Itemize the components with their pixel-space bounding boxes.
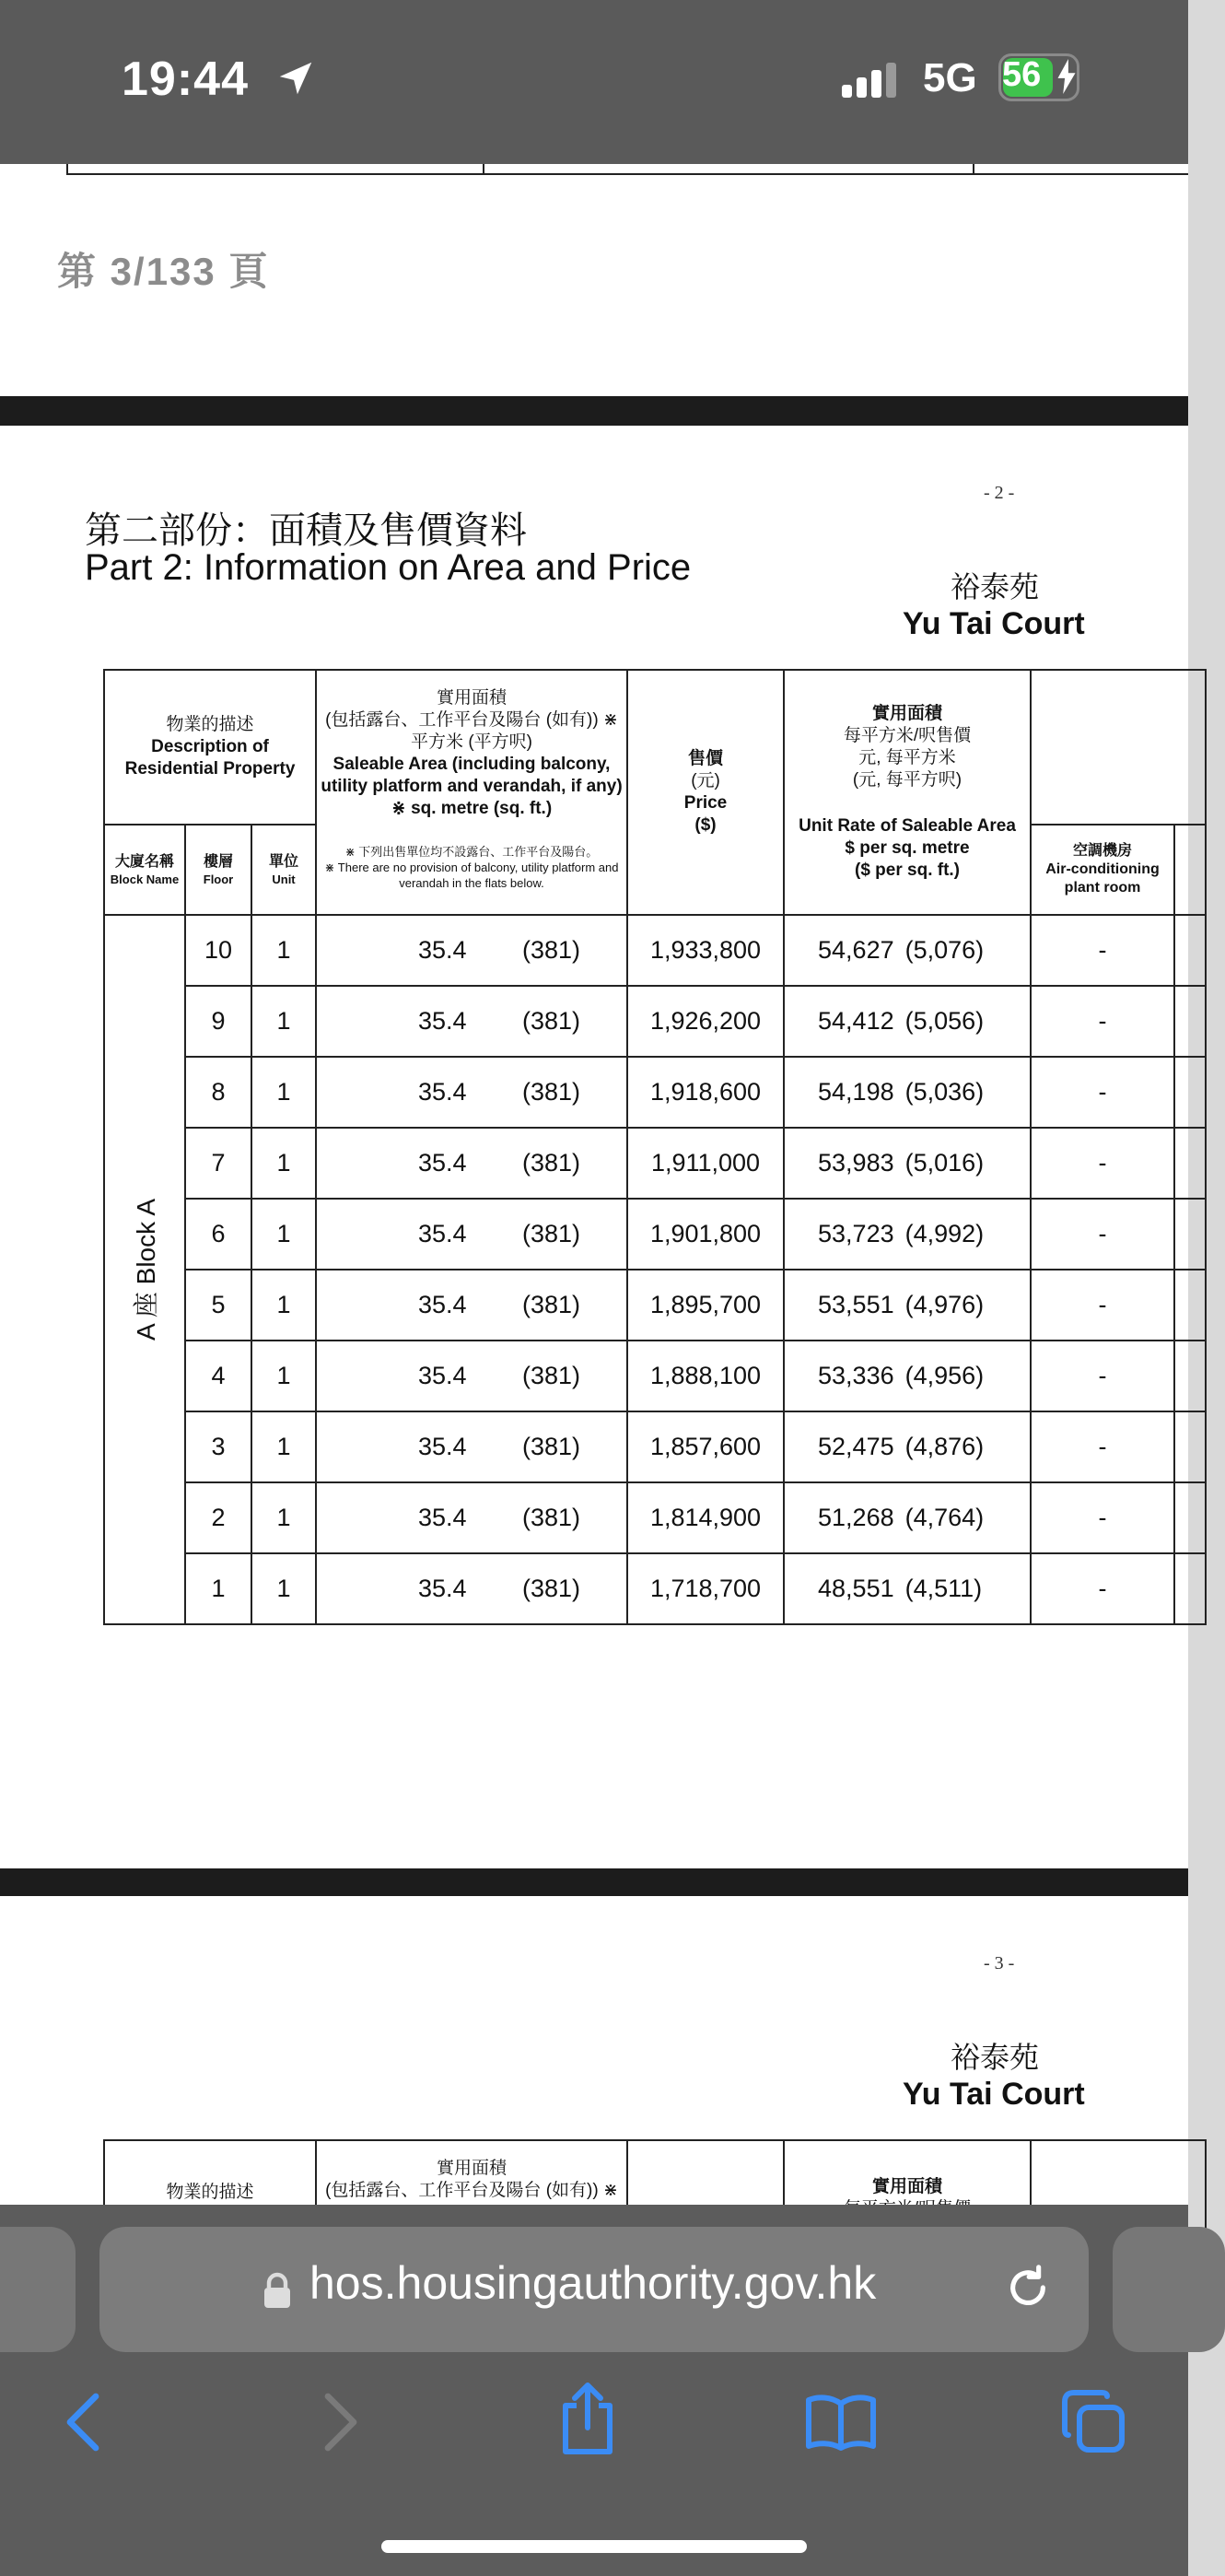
- cut-off-cell: [1174, 1341, 1206, 1411]
- rate-per-sqm: 54,627: [818, 936, 894, 964]
- table-row: [104, 1553, 1206, 1624]
- saleable-area-cell: [316, 1341, 627, 1411]
- header-area-zh2: (包括露台、工作平台及陽台 (如有)) ⋇: [325, 710, 618, 730]
- cut-off-cell: [1174, 1411, 1206, 1482]
- forward-icon[interactable]: [313, 2389, 365, 2455]
- saleable-area-cell: [316, 1411, 627, 1482]
- rate-per-sqm: 53,551: [818, 1291, 894, 1318]
- header-floor-zh: 樓層: [203, 853, 233, 870]
- header-unit-zh: 單位: [269, 853, 299, 870]
- area-sqft: (381): [521, 1575, 581, 1602]
- header-price-zh: 售價: [688, 749, 724, 768]
- ac-plant-room-cell: -: [1031, 1199, 1174, 1270]
- unit-cell: 1: [251, 1553, 316, 1624]
- area-sqm: 35.4: [418, 1078, 467, 1106]
- price-cell: 1,933,800: [627, 915, 784, 986]
- table-row: [104, 986, 1206, 1057]
- area-sqft: (381): [521, 1433, 581, 1460]
- header-area-note-zh: ⋇ 下列出售單位均不設露台、工作平台及陽台。: [344, 845, 599, 859]
- area-sqft: (381): [521, 1504, 581, 1531]
- area-sqft: (381): [521, 936, 581, 964]
- area-sqm: 35.4: [418, 1007, 467, 1035]
- cut-off-cell: [1174, 1270, 1206, 1341]
- pdf-page-3: [0, 1896, 1188, 2205]
- header-price-unit-en: ($): [694, 815, 717, 835]
- rate-per-sqft: (5,056): [904, 1007, 985, 1035]
- header-description: [104, 670, 316, 825]
- area-sqm: 35.4: [418, 1433, 467, 1460]
- block-label: A 座 Block A: [132, 1198, 160, 1341]
- price-cell: 1,895,700: [627, 1270, 784, 1341]
- home-indicator[interactable]: [381, 2540, 807, 2553]
- unit-rate-cell: [784, 986, 1031, 1057]
- cut-off-cell: [1174, 986, 1206, 1057]
- rate-per-sqft: (4,764): [904, 1504, 985, 1531]
- area-sqft: (381): [521, 1149, 581, 1177]
- battery-percent: 56: [1002, 55, 1042, 94]
- rate-per-sqm: 54,198: [818, 1078, 894, 1106]
- table-row: [104, 915, 1206, 986]
- ac-plant-room-cell: -: [1031, 1057, 1174, 1128]
- header-saleable-area: [316, 670, 627, 915]
- header-area-zh1: 實用面積: [436, 2159, 507, 2178]
- header-area-zh2: (包括露台、工作平台及陽台 (如有)) ⋇: [325, 2181, 618, 2200]
- ac-plant-room-cell: -: [1031, 1553, 1174, 1624]
- charging-bolt-icon: [1057, 59, 1076, 94]
- price-cell: 1,918,600: [627, 1057, 784, 1128]
- header-ac-plant-room: [1031, 825, 1174, 915]
- unit-rate-cell: [784, 1482, 1031, 1553]
- header-desc-zh: 物業的描述: [166, 2183, 254, 2202]
- floor-cell: 3: [185, 1411, 251, 1482]
- price-cell: 1,718,700: [627, 1553, 784, 1624]
- header-area-zh1: 實用面積: [437, 688, 508, 708]
- unit-cell: 1: [251, 1411, 316, 1482]
- unit-rate-cell: [784, 1199, 1031, 1270]
- table-row: [104, 1057, 1206, 1128]
- header-price-en: Price: [683, 793, 728, 813]
- bookmarks-icon[interactable]: [805, 2393, 877, 2452]
- table-row: [104, 1482, 1206, 1553]
- table-row: [104, 1270, 1206, 1341]
- rate-per-sqft: (4,976): [904, 1291, 985, 1318]
- header-rate-zh1: 實用面積: [872, 704, 943, 723]
- unit-rate-cell: [784, 1270, 1031, 1341]
- header-cut-off: [1174, 825, 1206, 915]
- lock-icon: [262, 2273, 293, 2310]
- url-text[interactable]: hos.housingauthority.gov.hk: [309, 2257, 877, 2309]
- area-sqft: (381): [521, 1007, 581, 1035]
- header-floor-en: Floor: [203, 872, 234, 886]
- saleable-area-cell: [316, 986, 627, 1057]
- ac-plant-room-cell: -: [1031, 1270, 1174, 1341]
- rate-per-sqm: 51,268: [818, 1504, 894, 1531]
- rate-per-sqft: (4,511): [904, 1575, 983, 1602]
- price-cell: 1,888,100: [627, 1341, 784, 1411]
- estate-name-en: Yu Tai Court: [903, 606, 1085, 641]
- saleable-area-cell: [316, 1057, 627, 1128]
- header-block-name: [104, 825, 185, 915]
- header-price: [627, 670, 784, 915]
- table-row: [104, 1411, 1206, 1482]
- rate-per-sqft: (5,036): [904, 1078, 985, 1106]
- area-sqft: (381): [521, 1291, 581, 1318]
- unit-rate-cell: [784, 1411, 1031, 1482]
- area-sqft: (381): [521, 1220, 581, 1247]
- status-bar: [0, 0, 1188, 164]
- ac-plant-room-cell: -: [1031, 915, 1174, 986]
- floor-cell: 6: [185, 1199, 251, 1270]
- saleable-area-cell: [316, 1553, 627, 1624]
- floor-cell: 9: [185, 986, 251, 1057]
- page-separator: [0, 396, 1188, 426]
- saleable-area-cell: [316, 1482, 627, 1553]
- rate-per-sqft: (4,992): [904, 1220, 985, 1247]
- cut-off-cell: [1174, 1199, 1206, 1270]
- previous-tab-preview[interactable]: [0, 2227, 76, 2352]
- header-ac-en: Air-conditioning plant room: [1045, 861, 1160, 896]
- unit-rate-cell: [784, 915, 1031, 986]
- cut-off-cell: [1174, 1482, 1206, 1553]
- page-indicator: 第 3/133 頁: [57, 250, 270, 293]
- header-ac-zh: 空調機房: [1073, 843, 1133, 859]
- rate-per-sqft: (5,016): [904, 1149, 985, 1177]
- header-rate-zh4: (元, 每平方呎): [852, 770, 962, 790]
- table-row: [104, 1128, 1206, 1199]
- rate-per-sqm: 54,412: [818, 1007, 894, 1035]
- table-row: [104, 1341, 1206, 1411]
- ac-plant-room-cell: -: [1031, 986, 1174, 1057]
- table-row: [104, 1199, 1206, 1270]
- unit-cell: 1: [251, 915, 316, 986]
- unit-cell: 1: [251, 1199, 316, 1270]
- header-rate-zh2: 每平方米/呎售價: [843, 726, 972, 745]
- tabs-icon[interactable]: [1059, 2387, 1127, 2455]
- floor-cell: 1: [185, 1553, 251, 1624]
- unit-cell: 1: [251, 1128, 316, 1199]
- floor-cell: 7: [185, 1128, 251, 1199]
- saleable-area-cell: [316, 915, 627, 986]
- ac-plant-room-cell: -: [1031, 1341, 1174, 1411]
- area-sqm: 35.4: [418, 1149, 467, 1177]
- header-unit-en: Unit: [272, 872, 296, 886]
- header-rate-en2: $ per sq. metre: [845, 838, 970, 858]
- reload-icon[interactable]: [1002, 2262, 1054, 2313]
- section-title-zh: 第二部份：面積及售價資料: [85, 510, 527, 551]
- price-cell: 1,911,000: [627, 1128, 784, 1199]
- cut-off-cell: [1174, 1057, 1206, 1128]
- header-unit: [251, 825, 316, 915]
- cellular-signal-icon: [840, 61, 901, 100]
- rate-per-sqft: (5,076): [904, 936, 985, 964]
- unit-rate-cell: [784, 1341, 1031, 1411]
- block-cell: [104, 915, 185, 1624]
- unit-cell: 1: [251, 1482, 316, 1553]
- unit-cell: 1: [251, 1341, 316, 1411]
- header-rate-zh3: 元, 每平方米: [858, 748, 956, 767]
- estate-name-zh: 裕泰苑: [951, 2041, 1040, 2074]
- unit-cell: 1: [251, 1057, 316, 1128]
- saleable-area-cell: [316, 1128, 627, 1199]
- area-sqm: 35.4: [418, 936, 467, 964]
- rate-per-sqft: (4,876): [904, 1433, 985, 1460]
- browser-bottom-bar: [0, 2205, 1188, 2576]
- area-sqm: 35.4: [418, 1362, 467, 1389]
- header-floor: [185, 825, 251, 915]
- rate-per-sqm: 48,551: [818, 1575, 894, 1602]
- header-rate-en3: ($ per sq. ft.): [855, 861, 961, 880]
- page-separator: [0, 1868, 1188, 1896]
- rate-per-sqm: 53,336: [818, 1362, 894, 1389]
- area-sqft: (381): [521, 1078, 581, 1106]
- price-cell: 1,901,800: [627, 1199, 784, 1270]
- location-arrow-icon: [274, 57, 317, 100]
- header-block-en: Block Name: [110, 872, 180, 886]
- area-sqm: 35.4: [418, 1220, 467, 1247]
- floor-cell: 5: [185, 1270, 251, 1341]
- pdf-page-previous: [0, 164, 1188, 396]
- unit-rate-cell: [784, 1128, 1031, 1199]
- area-sqm: 35.4: [418, 1504, 467, 1531]
- cut-off-cell: [1174, 1128, 1206, 1199]
- floor-cell: 2: [185, 1482, 251, 1553]
- header-price-unit-zh: (元): [691, 771, 720, 790]
- rate-per-sqm: 52,475: [818, 1433, 894, 1460]
- ac-plant-room-cell: -: [1031, 1482, 1174, 1553]
- rate-per-sqft: (4,956): [904, 1362, 985, 1389]
- header-desc-zh: 物業的描述: [166, 715, 254, 734]
- header-other-areas: [1031, 670, 1206, 825]
- price-table: [103, 669, 1207, 1625]
- section-title-en: Part 2: Information on Area and Price: [85, 547, 692, 588]
- unit-cell: 1: [251, 986, 316, 1057]
- back-icon[interactable]: [59, 2389, 111, 2455]
- next-tab-preview[interactable]: [1113, 2227, 1225, 2352]
- floor-cell: 8: [185, 1057, 251, 1128]
- price-cell: 1,857,600: [627, 1411, 784, 1482]
- share-icon[interactable]: [556, 2380, 619, 2457]
- header-block-zh: 大廈名稱: [114, 853, 174, 870]
- header-rate-zh1: 實用面積: [871, 2177, 942, 2196]
- page-number: - 3 -: [984, 1953, 1015, 1973]
- rate-per-sqm: 53,983: [818, 1149, 894, 1177]
- price-cell: 1,926,200: [627, 986, 784, 1057]
- area-sqm: 35.4: [418, 1575, 467, 1602]
- cut-off-cell: [1174, 1553, 1206, 1624]
- page-number: - 2 -: [984, 483, 1015, 503]
- saleable-area-cell: [316, 1270, 627, 1341]
- cut-off-cell: [1174, 915, 1206, 986]
- ac-plant-room-cell: -: [1031, 1411, 1174, 1482]
- header-desc-en: Description of Residential Property: [124, 737, 296, 779]
- area-sqm: 35.4: [418, 1291, 467, 1318]
- floor-cell: 4: [185, 1341, 251, 1411]
- estate-name-en: Yu Tai Court: [903, 2077, 1085, 2112]
- pdf-page-2: [0, 426, 1188, 1868]
- header-area-zh3: 平方米 (平方呎): [411, 732, 532, 752]
- header-area-en: Saleable Area (including balcony, utility platform and verandah, if any) ⋇ sq. metre (sq. ft.): [321, 755, 623, 818]
- saleable-area-cell: [316, 1199, 627, 1270]
- header-area-note-en: ⋇ There are no provision of balcony, utility platform and verandah in the flats below.: [324, 861, 619, 890]
- header-unit-rate: [784, 670, 1031, 915]
- network-type: 5G: [923, 55, 977, 100]
- price-cell: 1,814,900: [627, 1482, 784, 1553]
- status-time: 19:44: [122, 53, 249, 106]
- unit-rate-cell: [784, 1057, 1031, 1128]
- ac-plant-room-cell: -: [1031, 1128, 1174, 1199]
- floor-cell: 10: [185, 915, 251, 986]
- estate-name-zh: 裕泰苑: [951, 570, 1040, 603]
- rate-per-sqm: 53,723: [818, 1220, 894, 1247]
- header-rate-en1: Unit Rate of Saleable Area: [799, 816, 1016, 836]
- area-sqft: (381): [521, 1362, 581, 1389]
- unit-rate-cell: [784, 1553, 1031, 1624]
- unit-cell: 1: [251, 1270, 316, 1341]
- table-border: [66, 173, 1188, 175]
